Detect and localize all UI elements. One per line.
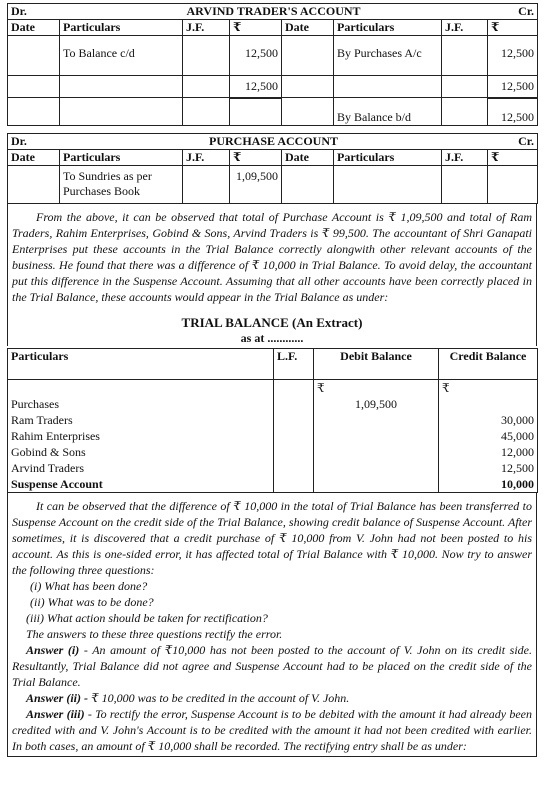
tb-col-lf: L.F. [274, 349, 314, 380]
col-jf: J.F. [442, 150, 488, 166]
entry-amount: 1,09,500 [230, 166, 282, 204]
purchase-ledger [7, 133, 538, 204]
tb-lf [274, 444, 314, 460]
question-3: (iii) What action should be taken for rectification? [26, 611, 268, 625]
tb-account-name: Ram Traders [8, 412, 274, 428]
cr-label: Cr. [488, 134, 538, 150]
total-amount: 12,500 [488, 76, 538, 98]
tb-credit-value: 12,000 [439, 444, 538, 460]
entry-particulars: To Balance c/d [60, 36, 183, 76]
total-amount: 12,500 [230, 76, 282, 98]
tb-debit-value [314, 460, 439, 476]
col-particulars: Particulars [334, 20, 442, 36]
col-date: Date [282, 150, 334, 166]
tb-lf [274, 412, 314, 428]
page [7, 3, 537, 757]
tb-col-credit: Credit Balance [439, 349, 538, 380]
col-particulars: Particulars [334, 150, 442, 166]
tb-account-name: Rahim Enterprises [8, 428, 274, 444]
dr-label: Dr. [8, 134, 60, 150]
answer-1-text: - An amount of ₹10,000 has not been posted to the account of V. John on its credit side. Resultantly, Trial Balance did not agree and Suspense Account had to be placed on the credit side of the Trial Balance. [12, 643, 532, 689]
tb-debit-value [314, 428, 439, 444]
tb-row [8, 396, 538, 412]
tb-credit-value: 12,500 [439, 460, 538, 476]
explanation-paragraph: From the above, it can be observed that total of Purchase Account is ₹ 1,09,500 and total of Ram Traders, Rahim Enterprises, Gobind & Sons, Arvind Traders is ₹ 99,500. The accountant of Shri Ganapati Enterprises put these accounts in the Trial Balance correctly alongwith other relevant accounts of the business. He found that there was a difference of ₹ 10,000 in Trial Balance. To avoid delay, the accountant put this difference in the Suspense Account. Assuming that all other accounts have been correctly placed in the Trial Balance, these accounts would appear in the Trial Balance as under: [7, 204, 537, 305]
col-amount: ₹ [488, 150, 538, 166]
trial-balance-subtitle: as at ............ [240, 331, 304, 345]
answer-2 [8, 690, 536, 706]
answer-3-text: - To rectify the error, Suspense Account is to be debited with the amount it had already been credited with and V. John's Account is to be credited with the amount it had not been credited with earlier. In both cases, an amount of ₹ 10,000 shall be recorded. The rectifying entry shall be as under: [12, 707, 532, 753]
tb-debit-value [314, 476, 439, 493]
col-jf: J.F. [183, 20, 230, 36]
entry-amount: 12,500 [488, 98, 538, 126]
tb-credit-value: 30,000 [439, 412, 538, 428]
tb-account-name: Purchases [8, 396, 274, 412]
tb-lf [274, 460, 314, 476]
entry-amount: 12,500 [230, 36, 282, 76]
tb-row [8, 444, 538, 460]
col-jf: J.F. [183, 150, 230, 166]
col-date: Date [8, 20, 60, 36]
tb-account-name: Suspense Account [8, 476, 274, 493]
ledger-title: ARVIND TRADER'S ACCOUNT [60, 4, 488, 20]
trial-balance-table [7, 348, 538, 493]
dr-label: Dr. [8, 4, 60, 20]
question-1: (i) What has been done? [30, 579, 148, 593]
entry-particulars: By Balance b/d [334, 98, 442, 126]
entry-particulars: To Sundries as per Purchases Book [60, 166, 183, 204]
tb-lf [274, 396, 314, 412]
tb-account-name: Arvind Traders [8, 460, 274, 476]
tb-credit-value [439, 396, 538, 412]
tb-credit-currency: ₹ [439, 380, 538, 397]
tb-col-debit: Debit Balance [314, 349, 439, 380]
col-date: Date [8, 150, 60, 166]
tb-row [8, 460, 538, 476]
entry-amount: 12,500 [488, 36, 538, 76]
tb-col-particulars: Particulars [8, 349, 274, 380]
tb-row [8, 428, 538, 444]
answer-1 [8, 642, 536, 690]
answer-1-label: Answer (i) [26, 643, 80, 657]
answer-3-label: Answer (iii) [26, 707, 85, 721]
col-jf: J.F. [442, 20, 488, 36]
ledger-title: PURCHASE ACCOUNT [60, 134, 488, 150]
cr-label: Cr. [488, 4, 538, 20]
question-2: (ii) What was to be done? [30, 595, 154, 609]
col-amount: ₹ [230, 150, 282, 166]
col-amount: ₹ [488, 20, 538, 36]
answer-2-text: ₹ 10,000 was to be credited in the account of V. John. [88, 691, 350, 705]
col-particulars: Particulars [60, 20, 183, 36]
tb-account-name: Gobind & Sons [8, 444, 274, 460]
tb-row [8, 476, 538, 493]
answers-section [7, 493, 537, 757]
difference-paragraph: It can be observed that the difference of ₹ 10,000 in the total of Trial Balance has been transferred to Suspense Account on the credit side of the Trial Balance, showing credit balance of Suspense Account. After sometimes, it is discovered that a credit purchase of ₹ 10,000 from V. John had not been posted to his account. As this is one-sided error, it has affected total of Trial Balance with ₹ 10,000. Now try to answer the following three questions: [12, 499, 532, 577]
col-date: Date [282, 20, 334, 36]
trial-balance-heading [7, 305, 537, 346]
tb-lf [274, 476, 314, 493]
answer-3 [8, 706, 536, 754]
tb-credit-value: 10,000 [439, 476, 538, 493]
arvind-traders-ledger [7, 3, 538, 126]
entry-particulars: By Purchases A/c [334, 36, 442, 76]
trial-balance-title: TRIAL BALANCE (An Extract) [181, 315, 363, 330]
col-amount: ₹ [230, 20, 282, 36]
answer-2-label: Answer (ii) - [26, 691, 89, 705]
tb-debit-value [314, 412, 439, 428]
tb-lf [274, 428, 314, 444]
tb-debit-currency: ₹ [314, 380, 439, 397]
answers-intro: The answers to these three questions rectify the error. [26, 627, 283, 641]
col-particulars: Particulars [60, 150, 183, 166]
tb-debit-value: 1,09,500 [314, 396, 439, 412]
tb-credit-value: 45,000 [439, 428, 538, 444]
tb-debit-value [314, 444, 439, 460]
tb-row [8, 412, 538, 428]
